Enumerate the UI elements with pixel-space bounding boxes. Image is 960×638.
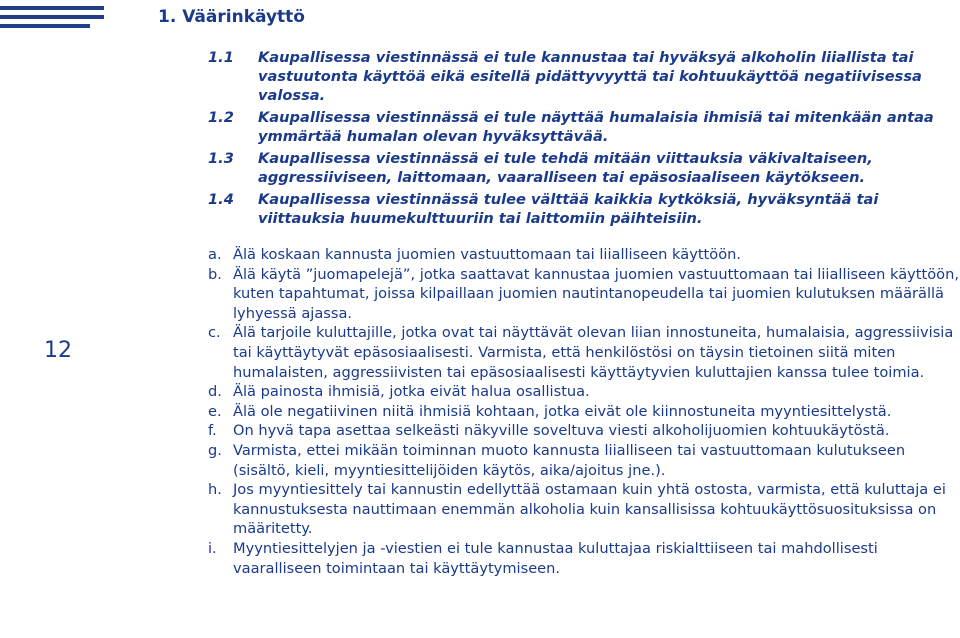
item-letter: i. [208,539,217,557]
item-text: On hyvä tapa asettaa selkeästi näkyville soveltuva viesti alkoholijuomien kohtuukäytöstä. [233,422,890,440]
rule-item [208,149,958,187]
item-letter: d. [208,383,222,401]
rule-item [208,108,958,146]
logo-stripe [0,24,90,28]
list-item [208,480,960,539]
item-text: Myyntiesittelyjen ja -viestien ei tule kannustaa kuluttajaa riskialttiiseen tai mahdollisesti vaaralliseen toimintaan tai käyttäytymiseen. [233,539,878,577]
item-letter: g. [208,441,222,459]
guideline-list [208,245,960,578]
list-item [208,421,960,441]
rules-list [208,48,958,231]
rule-text: Kaupallisessa viestinnässä ei tule näyttää humalaisia ihmisiä tai mitenkään antaa ymmärtää humalan olevan hyväksyttävää. [258,109,934,145]
item-letter: e. [208,402,222,420]
page-number: 12 [44,338,72,363]
item-text: Jos myyntiesittely tai kannustin edellyttää ostamaan kuin yhtä ostosta, varmista, että kuluttaja ei kannustuksesta nauttimaan enemmän alkoholia kuin kansallisissa kohtuukäyttösuosituksissa on määritetty. [233,481,946,538]
logo-stripe [0,15,104,19]
rule-number: 1.2 [208,109,234,126]
rule-item [208,190,958,228]
item-text: Älä käytä ”juomapelejä”, jotka saattavat kannustaa juomien vastuuttomaan tai liialliseen käyttöön, kuten tapahtumat, joissa kilpaillaan juomien nautintanopeudella tai juomien kulutuksen määrällä lyhyessä ajassa. [233,265,959,322]
item-letter: c. [208,324,221,342]
list-item [208,382,960,402]
section-title: 1. Väärinkäyttö [158,7,305,27]
rule-text: Kaupallisessa viestinnässä ei tule tehdä mitään viittauksia väkivaltaiseen, aggressiiviseen, laittomaan, vaaralliseen tai epäsosiaaliseen käytökseen. [258,150,873,186]
item-text: Varmista, ettei mikään toiminnan muoto kannusta liialliseen tai vastuuttomaan kulutukseen (sisältö, kieli, myyntiesittelijöiden käytös, aika/ajoitus jne.). [233,441,906,479]
rule-number: 1.1 [208,49,234,66]
item-letter: h. [208,481,222,499]
rule-number: 1.3 [208,150,234,167]
item-letter: a. [208,246,222,263]
rule-text: Kaupallisessa viestinnässä tulee välttää kaikkia kytköksiä, hyväksyntää tai viittauksia huumekulttuuriin tai laittomiin päihteisiin. [258,191,879,227]
list-item [208,265,960,324]
item-letter: f. [208,422,217,440]
list-item [208,323,960,382]
list-item [208,539,960,578]
list-item [208,441,960,480]
item-letter: b. [208,265,222,283]
logo-stripe [0,6,104,10]
rule-text: Kaupallisessa viestinnässä ei tule kannustaa tai hyväksyä alkoholin liiallista tai vastuutonta käyttöä eikä esitellä pidättyvyyttä tai kohtuukäyttöä negatiivisessa valossa. [258,49,922,104]
rule-number: 1.4 [208,191,234,208]
item-text: Älä tarjoile kuluttajille, jotka ovat tai näyttävät olevan liian innostuneita, humalaisia, aggressiivisia tai käyttäytyvät epäsosiaalisesti. Varmista, että henkilöstösi on täysin tietoinen siitä miten humalaisten, aggressiivisten tai epäsosiaalisesti käyttäytyvien kuluttajien kanssa tulee toimia. [233,324,954,381]
item-text: Älä painosta ihmisiä, jotka eivät halua osallistua. [233,383,590,401]
list-item [208,402,960,422]
list-item [208,245,960,265]
rule-item [208,48,958,105]
item-text: Älä koskaan kannusta juomien vastuuttomaan tai liialliseen käyttöön. [233,246,742,263]
item-text: Älä ole negatiivinen niitä ihmisiä kohtaan, jotka eivät ole kiinnostuneita myyntiesittelystä. [233,402,892,420]
